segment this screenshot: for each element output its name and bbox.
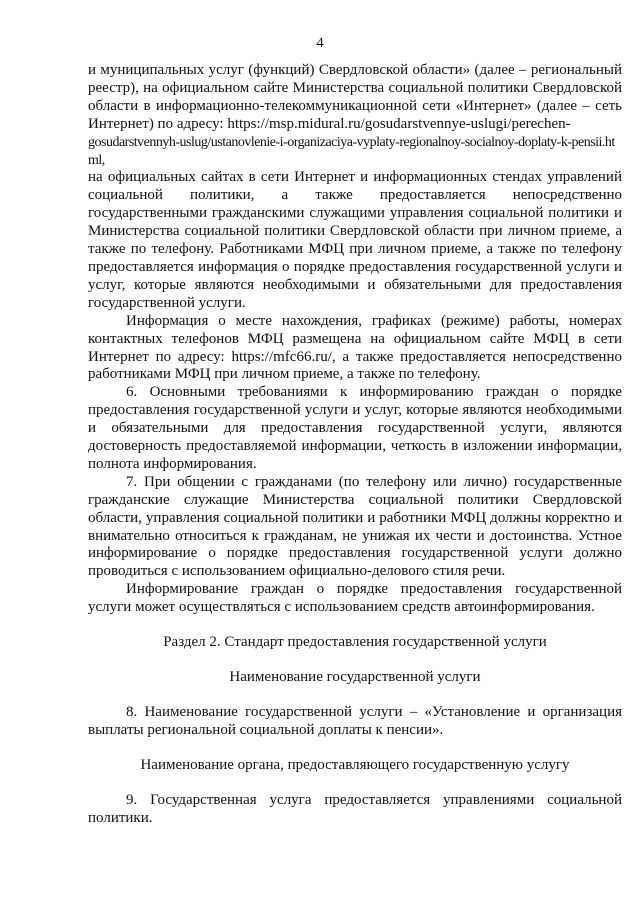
paragraph-continued: и муниципальных услуг (функций) Свердловской области» (далее – региональный реестр), на официальном сайте Министерства социальной политики Свердловской области в информационно-телекоммуникационной сети «Интернет» (далее – сеть Интернет) по адресу: https://msp.midural.ru/gosudarstvennye-uslugi/perechen- bbox=[88, 62, 622, 132]
paragraph-autoinform: Информирование граждан о порядке предоставления государственной услуги может осуществляться с использованием средств автоинформирования. bbox=[88, 581, 622, 616]
paragraph-8: 8. Наименование государственной услуги – «Установление и организация выплаты региональной социальной доплаты к пенсии». bbox=[88, 703, 622, 738]
subheading-provider: Наименование органа, предоставляющего государственную услугу bbox=[140, 756, 570, 773]
section-title: Раздел 2. Стандарт предоставления государственной услуги bbox=[163, 634, 547, 651]
paragraph-9: 9. Государственная услуга предоставляется управлениями социальной политики. bbox=[88, 791, 622, 826]
subheading-service-name: Наименование государственной услуги bbox=[229, 669, 481, 685]
paragraph-mfc-info: Информация о месте нахождения, графиках (режиме) работы, номерах контактных телефонов МФЦ размещена на официальном сайте МФЦ в сети Интернет по адресу: https://mfc66.ru/, а также предоставляется непосредственно работниками МФЦ при личном приеме, а также по телефону. bbox=[88, 312, 622, 383]
paragraph-url-line: gosudarstvennyh-uslug/ustanovlenie-i-organizaciya-vyplaty-regionalnoy-socialnoy-doplaty-k-pensii.html, bbox=[88, 134, 615, 168]
page-number: 4 bbox=[316, 35, 324, 51]
paragraph-7: 7. При общении с гражданами (по телефону или лично) государственные гражданские служащие Министерства социальной политики Свердловской области, управления социальной политики и работники МФЦ должны корректно и внимательно относиться к гражданам, не унижая их чести и достоинства. Устное информирование о порядке предоставления государственной услуги должно проводиться с использованием официально-делового стиля речи. bbox=[88, 473, 622, 580]
paragraph-6: 6. Основными требованиями к информированию граждан о порядке предоставления государственной услуги и услуг, которые являются необходимыми и обязательными для предоставления государственной услуги, являются достоверность предоставляемой информации, четкость в изложении информации, полнота информирования. bbox=[88, 384, 622, 472]
paragraph-info-sources: на официальных сайтах в сети Интернет и информационных стендах управлений социальной политики, а также предоставляется непосредственно государственными гражданскими служащими управления социальной политики и Министерства социальной политики Свердловской области при личном приеме, а также по телефону. Работниками МФЦ при личном приеме, а также по телефону предоставляется информация о порядке предоставления государственной услуги и услуг, которые являются необходимыми и обязательными для предоставления государственной услуги. bbox=[88, 169, 622, 311]
document-body bbox=[88, 62, 622, 827]
